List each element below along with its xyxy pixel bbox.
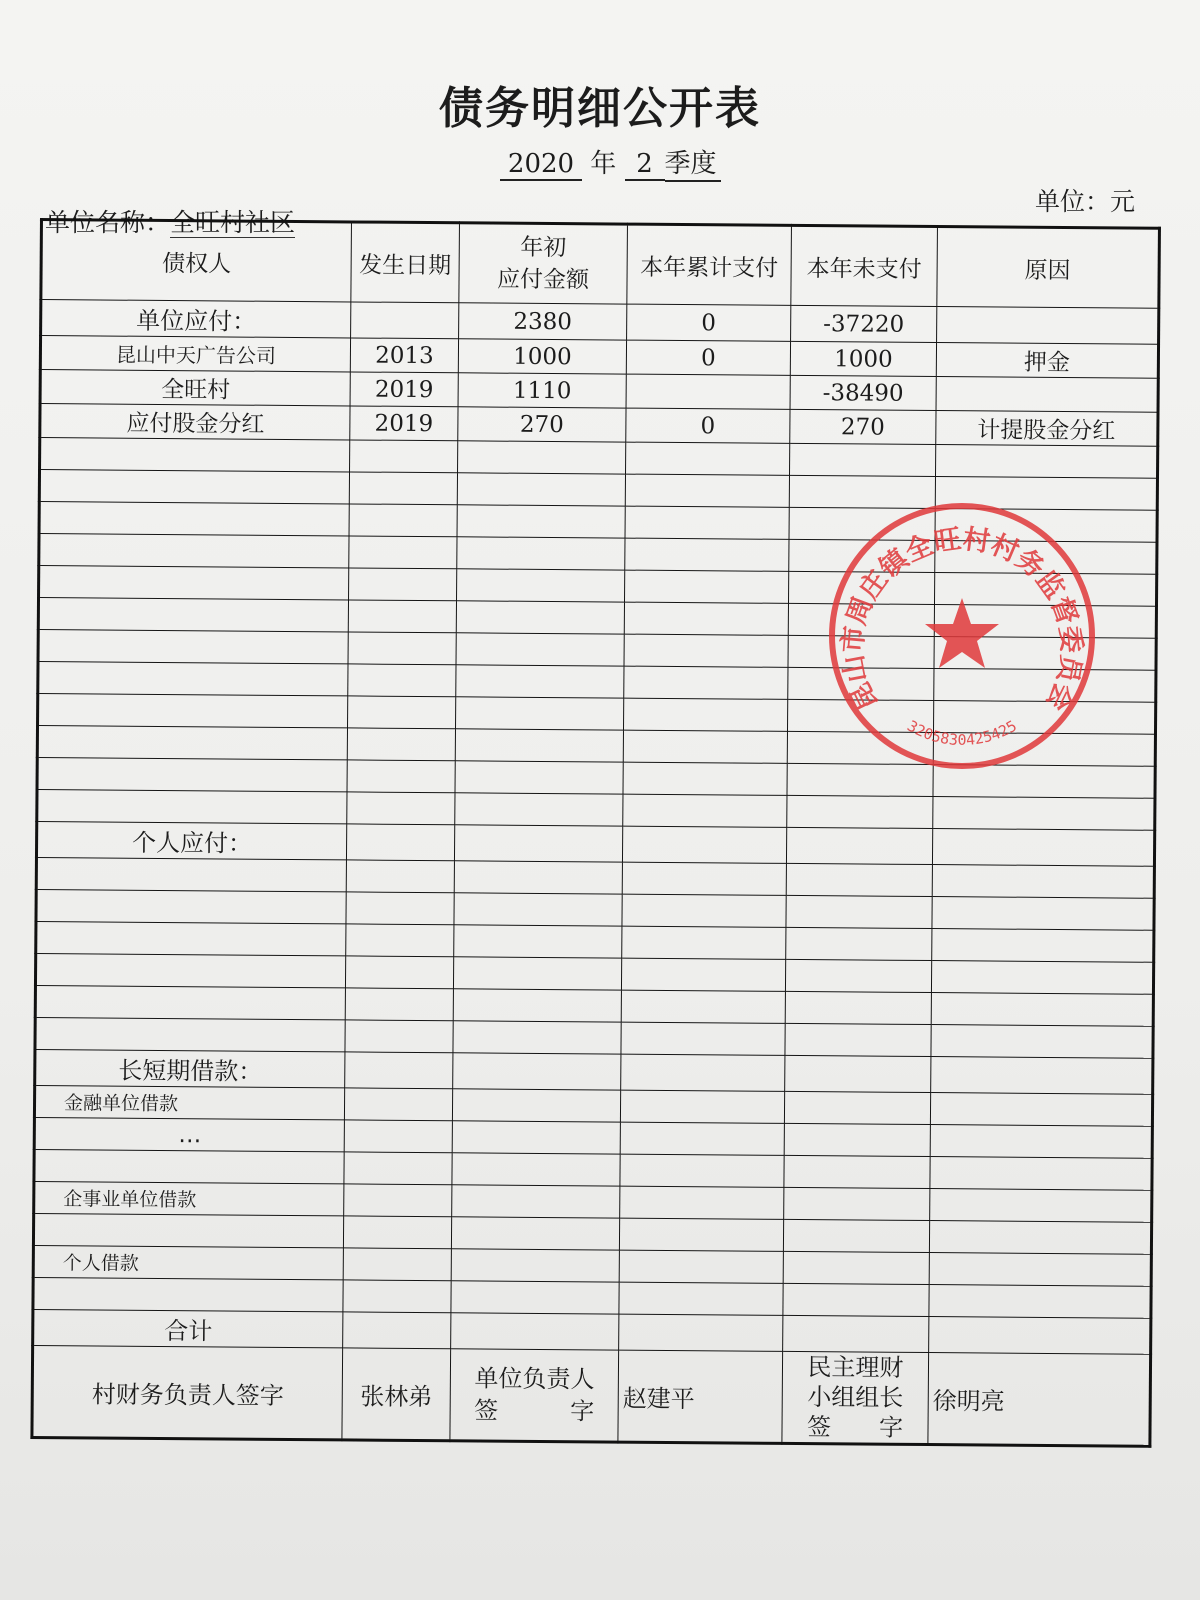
- unit-payables-paid: 0: [627, 304, 791, 341]
- loans-enterprise-label: 企事业单位借款: [34, 1181, 344, 1215]
- row-creditor: 昆山中天广告公司: [40, 336, 350, 372]
- unit-head-label-line1: 单位负责人: [474, 1364, 595, 1394]
- table-cell: [937, 307, 1159, 345]
- team-leader-label-line1: 民主理财: [807, 1353, 904, 1382]
- header-row: [41, 220, 1160, 309]
- period-year: 2020: [500, 149, 582, 181]
- row-opening: 270: [458, 407, 626, 442]
- period-line: [500, 143, 721, 182]
- finance-signature-label: 村财务负责人签字: [32, 1345, 343, 1439]
- official-seal-stamp: [826, 500, 1098, 772]
- loans-personal-label: 个人借款: [33, 1245, 343, 1279]
- team-leader-label-line3: 签 字: [806, 1413, 904, 1442]
- currency-unit: 单位：元: [1034, 187, 1135, 216]
- row-reason: 计提股金分红: [936, 411, 1158, 447]
- unit-head-signature-name: 赵建平: [618, 1350, 783, 1443]
- period-quarter-label: 季度: [665, 143, 721, 182]
- total-label: 合计: [33, 1309, 343, 1347]
- seal-ring-text: 昆山市周庄镇全旺村村务监督委员会: [837, 523, 1087, 716]
- debt-table-wrapper: [30, 218, 1158, 1448]
- row-date: 2019: [350, 372, 458, 407]
- header-date: 发生日期: [351, 222, 460, 303]
- seal-code-text: 3205830425425: [904, 716, 1020, 750]
- seal-star-icon: [925, 598, 999, 668]
- unit-name-value: 全旺村社区: [170, 208, 296, 237]
- row-date: 2019: [350, 406, 458, 441]
- row-paid: 0: [626, 408, 790, 443]
- row-opening: 1000: [458, 339, 626, 374]
- unit-payables-label: 单位应付：: [41, 300, 351, 338]
- header-reason: 原因: [937, 227, 1160, 309]
- row-paid: [626, 374, 790, 409]
- row-unpaid: -38490: [790, 375, 936, 410]
- row-opening: 1110: [458, 373, 626, 408]
- period-year-label: 年: [590, 149, 617, 179]
- team-leader-signature-label: [782, 1351, 929, 1444]
- row-reason: [936, 377, 1158, 413]
- row-reason: 押金: [936, 343, 1158, 379]
- loans-ellipsis: …: [34, 1117, 344, 1151]
- signature-row: [32, 1345, 1151, 1446]
- debt-table: [30, 218, 1161, 1448]
- period-quarter: 2: [625, 149, 665, 181]
- team-leader-label-line2: 小组组长: [807, 1383, 904, 1412]
- header-paid: 本年累计支付: [627, 224, 792, 305]
- unit-payables-unpaid: -37220: [791, 305, 937, 342]
- loans-label: 长短期借款：: [35, 1049, 345, 1087]
- header-opening-line1: 年初: [520, 234, 567, 262]
- loans-financial-label: 金融单位借款: [34, 1085, 344, 1119]
- row-creditor: 全旺村: [40, 370, 350, 406]
- personal-payables-label: 个人应付：: [36, 821, 346, 859]
- team-leader-signature-name: 徐明亮: [928, 1353, 1151, 1447]
- header-opening: [459, 223, 628, 304]
- unit-head-signature-label: [450, 1349, 619, 1442]
- header-creditor: 债权人: [41, 220, 352, 302]
- document-title: 债务明细公开表: [439, 83, 761, 134]
- row-creditor: 应付股金分红: [40, 404, 350, 440]
- row-unpaid: 1000: [790, 341, 936, 376]
- finance-signature-name: 张林弟: [342, 1348, 451, 1441]
- table-cell: [351, 302, 459, 339]
- row-paid: 0: [626, 340, 790, 375]
- unit-head-label-line2: 签 字: [474, 1396, 595, 1426]
- unit-payables-opening: 2380: [459, 303, 627, 340]
- header-opening-line2: 应付金额: [496, 266, 590, 294]
- unit-name-label: 单位名称：: [45, 208, 171, 237]
- row-date: 2013: [350, 338, 458, 373]
- row-unpaid: 270: [790, 409, 936, 444]
- header-unpaid: 本年未支付: [791, 225, 938, 306]
